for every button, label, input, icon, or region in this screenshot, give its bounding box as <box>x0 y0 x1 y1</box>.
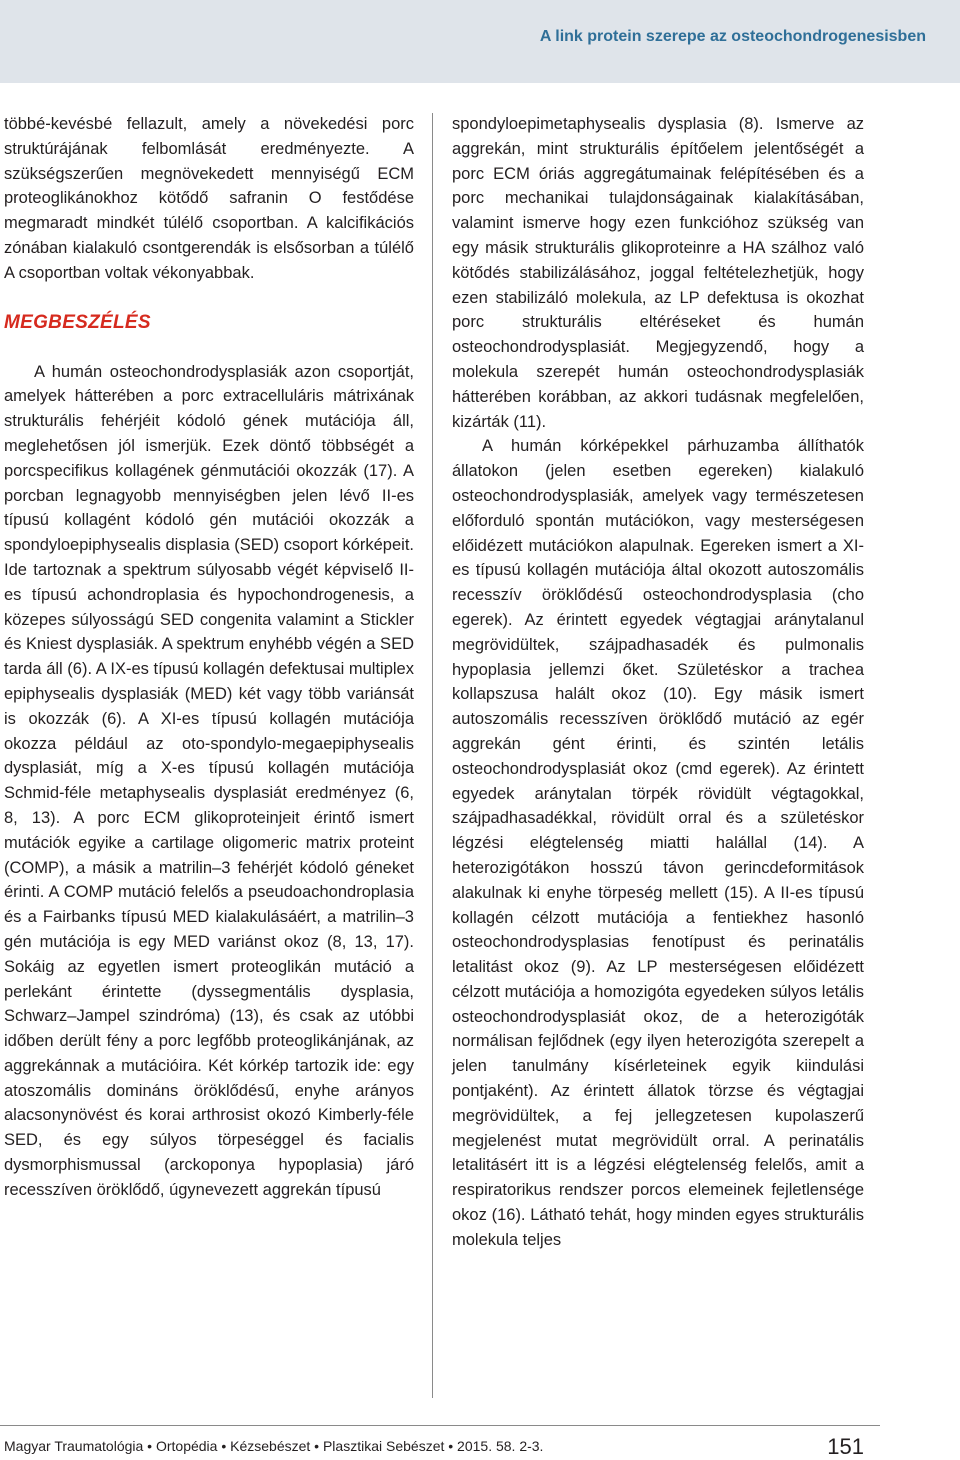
footer-journal: Magyar Traumatológia • Ortopédia • Kézsebészet • Plasztikai Sebészet • 2015. 58. 2-3. <box>4 1438 544 1454</box>
header-bar <box>0 0 960 83</box>
discussion-paragraph: A humán osteochondrodysplasiák azon csoportját, amelyek hátterében a porc extracelluláris mátrixának strukturális fehérjéit kódoló gének mutációja áll, meglehetősen jól ismerjük. Ezek döntő többségét a porcspecifikus kollagének génmutációi okozzák (17). A porcban legnagyobb mennyiségben jelen lévő II-es típusú kollagént kódoló gén mutációi okozzák a spondyloepiphysealis displasia (SED) csoport kórképeit. Ide tartoznak a spektrum súlyosabb végét képviselő II-es típusú achondroplasia és hypochondrogenesis, a közepes súlyosságú SED congenita valamint a Stickler és Kniest dysplasiák. A spektrum enyhébb végén a SED tarda áll (6). A IX-es típusú kollagén defektusai multiplex epiphysealis dysplasiák (MED) két vagy több variánsát is okozzák (6). A XI-es típusú kollagén mutációja okozza például az oto-spondylo-megaepiphysealis dysplasiát, míg a X-es típusú kollagén mutációja Schmid-féle metaphysealis dysplasiát eredményez (6, 8, 13). A porc ECM glikoproteinjeit érintő ismert mutációk egyike a cartilage oligomeric matrix proteint (COMP), a másik a matrilin–3 fehérjét kódoló géneket érinti. A COMP mutáció felelős a pseudoachondroplasia és a Fairbanks típusú MED kialakulásáért, a matrilin–3 gén mutációja is egy MED variánst okoz (8, 13, 17). Sokáig az egyetlen ismert proteoglikán mutáció a perlekánt érintette (dyssegmentális dysplasia, Schwarz–Jampel szindróma) (13), és csak az utóbbi időben derült fény a porc legfőbb proteoglikánjának, az aggrekánnak a mutációira. Két kórkép tartozik ide: egy atoszomális domináns öröklődésű, enyhe arányos alacsonynövést és korai arthrosist okozó Kimberly-féle SED, és egy súlyos törpeséggel és facialis dysmorphismussal (arckoponya hypoplasia) járó recesszíven öröklődő, úgynevezett aggrekán típusú <box>4 362 414 1199</box>
page-number: 151 <box>827 1434 864 1459</box>
column-divider <box>432 113 433 1398</box>
intro-paragraph: többé-kevésbé fellazult, amely a növekedési porc struktúrájának felbomlását eredményezte. A szükségszerűen megnövekedett mennyiségű ECM proteoglikánokhoz kötődő safranin O festődése megmaradt mindkét túlélő csoportban. A kalcifikációs zónában kialakuló csontgerendák is elsősorban a túlélő A csoportban voltak vékonyabbak. <box>4 115 414 282</box>
right-column <box>452 112 864 1253</box>
running-title: A link protein szerepe az osteochondrogenesisben <box>539 28 926 45</box>
footer-rule <box>0 1425 880 1426</box>
section-heading: MEGBESZÉLÉS <box>4 311 151 333</box>
left-column <box>4 112 414 1203</box>
right-paragraph-1: spondyloepimetaphysealis dysplasia (8). Ismerve az aggrekán, mint strukturális építőelem jelentőségét a porc ECM óriás aggregátumainak felépítésében és a porc mechanikai tulajdonságainak kialakításában, valamint ismerve hogy ezen funkcióhoz szükség van egy másik strukturális glikoproteinre a HA szálhoz való kötődés stabilizálásához, joggal feltételezhetjük, hogy ezen stabilizáló molekula, az LP defektusa is okozhat porc strukturális eltéréseket és humán osteochondrodysplasiát. Megjegyzendő, hogy a molekula szerepét humán osteochondrodysplasiák hátterében korábban, az akkori tudásnak megfelelően, kizárták (11). <box>452 115 864 431</box>
right-paragraph-2: A humán kórképekkel párhuzamba állíthatók állatokon (jelen esetben egereken) kialakuló osteochondrodysplasiák, amelyek vagy természetesen előforduló spontán mutációkon, vagy mesterségesen előidézett mutációkon alapulnak. Egereken ismert a XI-es típusú kollagén mutációja által okozott autoszomális recesszív öröklődésű osteochondrodysplasia (cho egerek). Az érintett egyedek végtagjai aránytalanul megrövidültek, szájpadhasadék és pulmonalis hypoplasia jellemzi őket. Születéskor a trachea kollapszusa halált okoz (10). Egy másik ismert autoszomális recesszíven öröklődő mutáció az egér aggrekán gént érinti, és szintén letális osteochondrodysplasiát okoz (cmd egerek). Az érintett egyedek aránytalan törpék rövidült végtagokkal, szájpadhasadékkal, rövidült orral és a születéskor légzési elégtelenség miatti halállal (14). A heterozigótákon hosszú távon gerincdeformitások alakulnak ki enyhe törpeség mellett (15). A II-es típusú kollagén célzott mutációja a fentiekhez hasonló osteochondrodysplasias fenotípust és perinatális letalitást okoz (9). Az LP mesterségesen előidézett célzott mutációja a homozigóta egyedeken súlyos letális osteochondrodysplasiát okoz, de a heterozigóták normálisan fejlődnek (egy ilyen heterozigóta szerepelt a jelen tanulmány kísérleteinek egyik kiindulási pontjaként). Az érintett állatok törzse és végtagjai megrövidültek, a fej jellegzetesen kupolaszerű megjelenést mutat megrövidült orral. A perinatális letalitásért itt is a légzési elégtelenség felelős, amit a respiratorikus rendszer porcos elemeinek fejletlensége okoz (16). Látható tehát, hogy minden egyes strukturális molekula teljes <box>452 437 864 1249</box>
